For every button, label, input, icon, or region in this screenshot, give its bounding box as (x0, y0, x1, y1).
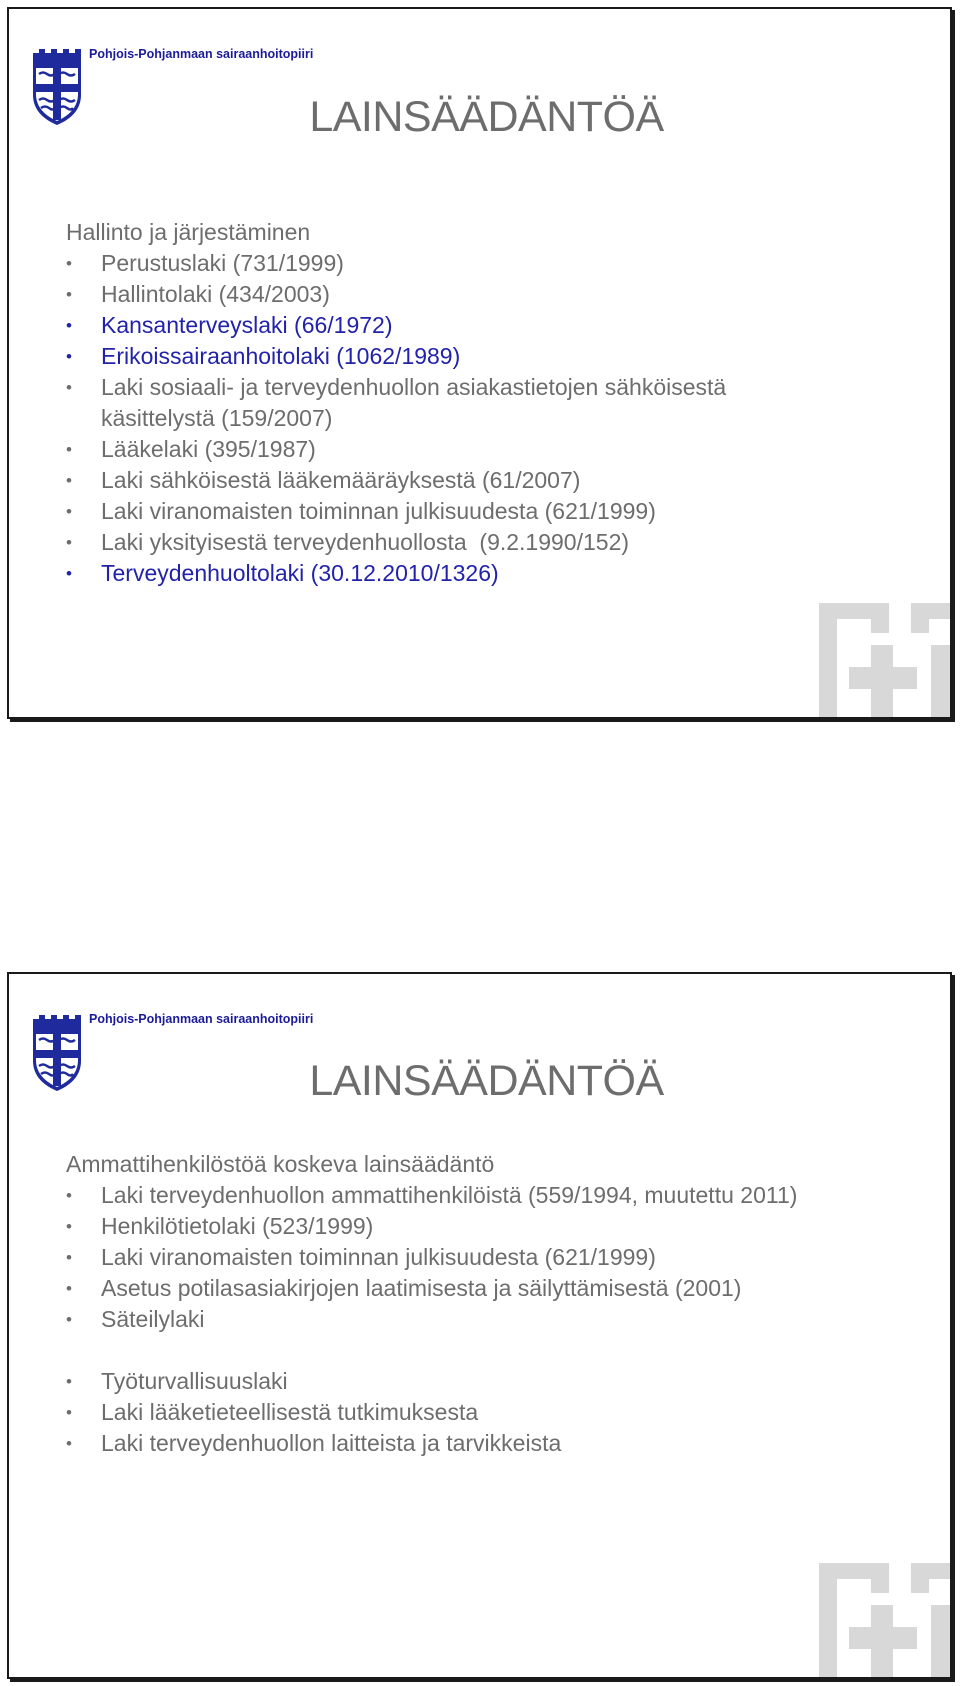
list-item: • Työturvallisuuslaki (66, 1366, 930, 1397)
list-item: • Terveydenhuoltolaki (30.12.2010/1326) (66, 558, 930, 589)
list-item: • Lääkelaki (395/1987) (66, 434, 930, 465)
bullet-icon: • (66, 378, 72, 397)
bullet-icon: • (66, 347, 72, 366)
bullet-icon: • (66, 1279, 72, 1298)
list-item: • Hallintolaki (434/2003) (66, 279, 930, 310)
cross-watermark-icon (819, 603, 952, 719)
bullet-icon: • (66, 316, 72, 335)
bullet-icon: • (66, 285, 72, 304)
slide-2 (7, 972, 952, 1679)
list-item: • Henkilötietolaki (523/1999) (66, 1211, 930, 1242)
section-heading: Ammattihenkilöstöä koskeva lainsäädäntö (66, 1151, 495, 1177)
list-item: • Laki sosiaali- ja terveydenhuollon asiakastietojen sähköisestä käsittelystä (159/2007) (66, 374, 727, 431)
bullet-icon: • (66, 1372, 72, 1391)
bullet-icon: • (66, 1310, 72, 1329)
bullet-icon: • (66, 533, 72, 552)
list-item: • Laki terveydenhuollon laitteista ja tarvikkeista (66, 1428, 930, 1459)
list-item: • Laki sähköisestä lääkemääräyksestä (61/2007) (66, 465, 930, 496)
bullet-icon: • (66, 1248, 72, 1267)
bullet-icon: • (66, 440, 72, 459)
slide-title: LAINSÄÄDÄNTÖÄ (309, 1057, 664, 1105)
list-item: • Kansanterveyslaki (66/1972) (66, 310, 930, 341)
list-item: • Säteilylaki (66, 1304, 930, 1335)
bullet-icon: • (66, 502, 72, 521)
list-item: • Erikoissairaanhoitolaki (1062/1989) (66, 341, 930, 372)
organization-name: Pohjois-Pohjanmaan sairaanhoitopiiri (89, 1012, 314, 1026)
bullet-icon: • (66, 1217, 72, 1236)
list-item: • Asetus potilasasiakirjojen laatimisesta ja säilyttämisestä (2001) (66, 1273, 930, 1304)
bullet-icon: • (66, 254, 72, 273)
slide-content (66, 1149, 930, 1459)
list-item: • Laki viranomaisten toiminnan julkisuudesta (621/1999) (66, 1242, 930, 1273)
section-heading: Hallinto ja järjestäminen (66, 219, 311, 245)
bullet-icon: • (66, 471, 72, 490)
slide-1 (7, 7, 952, 719)
slide-content (66, 217, 930, 589)
law-list (66, 248, 930, 589)
cross-watermark-icon (819, 1563, 952, 1679)
law-list (66, 1180, 930, 1459)
list-item: • Laki lääketieteellisestä tutkimuksesta (66, 1397, 930, 1428)
bullet-icon: • (66, 1186, 72, 1205)
list-item: • Laki terveydenhuollon ammattihenkilöistä (559/1994, muutettu 2011) (66, 1180, 930, 1211)
organization-name: Pohjois-Pohjanmaan sairaanhoitopiiri (89, 47, 314, 61)
list-item: • Laki yksityisestä terveydenhuollosta (9.2.1990/152) (66, 527, 930, 558)
list-spacer (66, 1335, 930, 1366)
slide-title: LAINSÄÄDÄNTÖÄ (309, 93, 664, 141)
list-item: • Perustuslaki (731/1999) (66, 248, 930, 279)
bullet-icon: • (66, 1434, 72, 1453)
bullet-icon: • (66, 1403, 72, 1422)
bullet-icon: • (66, 564, 72, 583)
list-item: • Laki viranomaisten toiminnan julkisuudesta (621/1999) (66, 496, 930, 527)
